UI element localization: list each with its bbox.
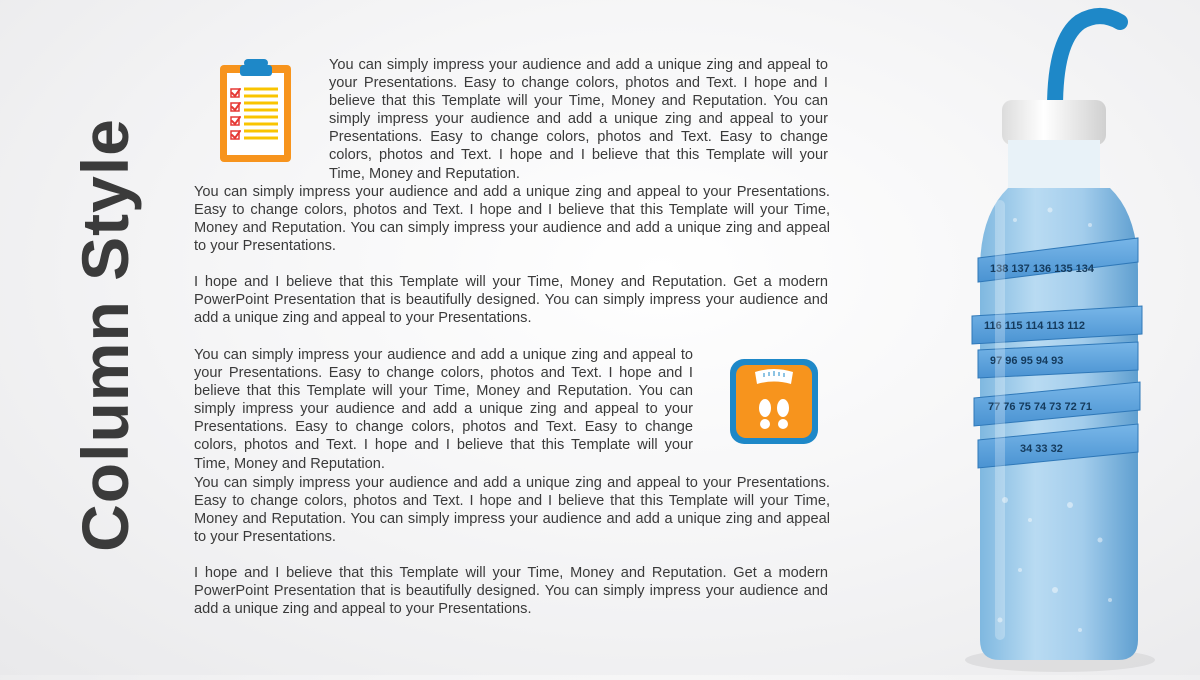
paragraph-4: You can simply impress your audience and add a unique zing and appeal to your Presentations. Easy to change colors, photos and Text. I hope and I believe that this Template will your Time, Money and Reputation. You can simply impress your audience and add a unique zing and appeal to your Presentations. Easy to change colors, photos and Text. Easy to change colors, photos and Text. I hope and I believe that this Template will your Time, Money and Reputation. (194, 347, 693, 472)
slide-title-container (60, 110, 150, 560)
paragraph-1: You can simply impress your audience and add a unique zing and appeal to your Presentations. Easy to change colors, photos and Text. I hope and I believe that this Template will your Time, Money and Reputation. You can simply impress your audience and add a unique zing and appeal to your Presentations. Easy to change colors, photos and Text. Easy to change colors, photos and Text. I hope and I believe that this Template will your Time, Money and Reputation. (329, 57, 828, 182)
paragraph-5: You can simply impress your audience and add a unique zing and appeal to your Presentations. Easy to change colors, photos and Text. I hope and I believe that this Template will your Time, Money and Reputation. You can simply impress your audience and add a unique zing and appeal to your Presentations. (194, 475, 830, 546)
water-bottle-image (960, 0, 1200, 675)
paragraph-2: You can simply impress your audience and add a unique zing and appeal to your Presentations. Easy to change colors, photos and Text. I hope and I believe that this Template will your Time, Money and Reputation. You can simply impress your audience and add a unique zing and appeal to your Presentations. (194, 184, 830, 255)
clipboard-checklist-icon (218, 58, 294, 164)
paragraph-3: I hope and I believe that this Template will your Time, Money and Reputation. Get a modern PowerPoint Presentation that is beautifully designed. You can simply impress your audience and add a unique zing and appeal to your Presentations. (194, 274, 828, 327)
tape-number: 138 137 136 135 134 (990, 263, 1094, 275)
slide-title: Column Style (68, 118, 142, 552)
tape-number: 34 33 32 (1020, 443, 1063, 455)
bathroom-scale-icon (729, 358, 819, 445)
paragraph-6: I hope and I believe that this Template will your Time, Money and Reputation. Get a modern PowerPoint Presentation that is beautifully designed. You can simply impress your audience and add a unique zing and appeal to your Presentations. (194, 565, 828, 618)
tape-number: 97 96 95 94 93 (990, 355, 1064, 367)
tape-number: 116 115 114 113 112 (984, 320, 1085, 332)
tape-number: 77 76 75 74 73 72 71 (988, 401, 1092, 413)
